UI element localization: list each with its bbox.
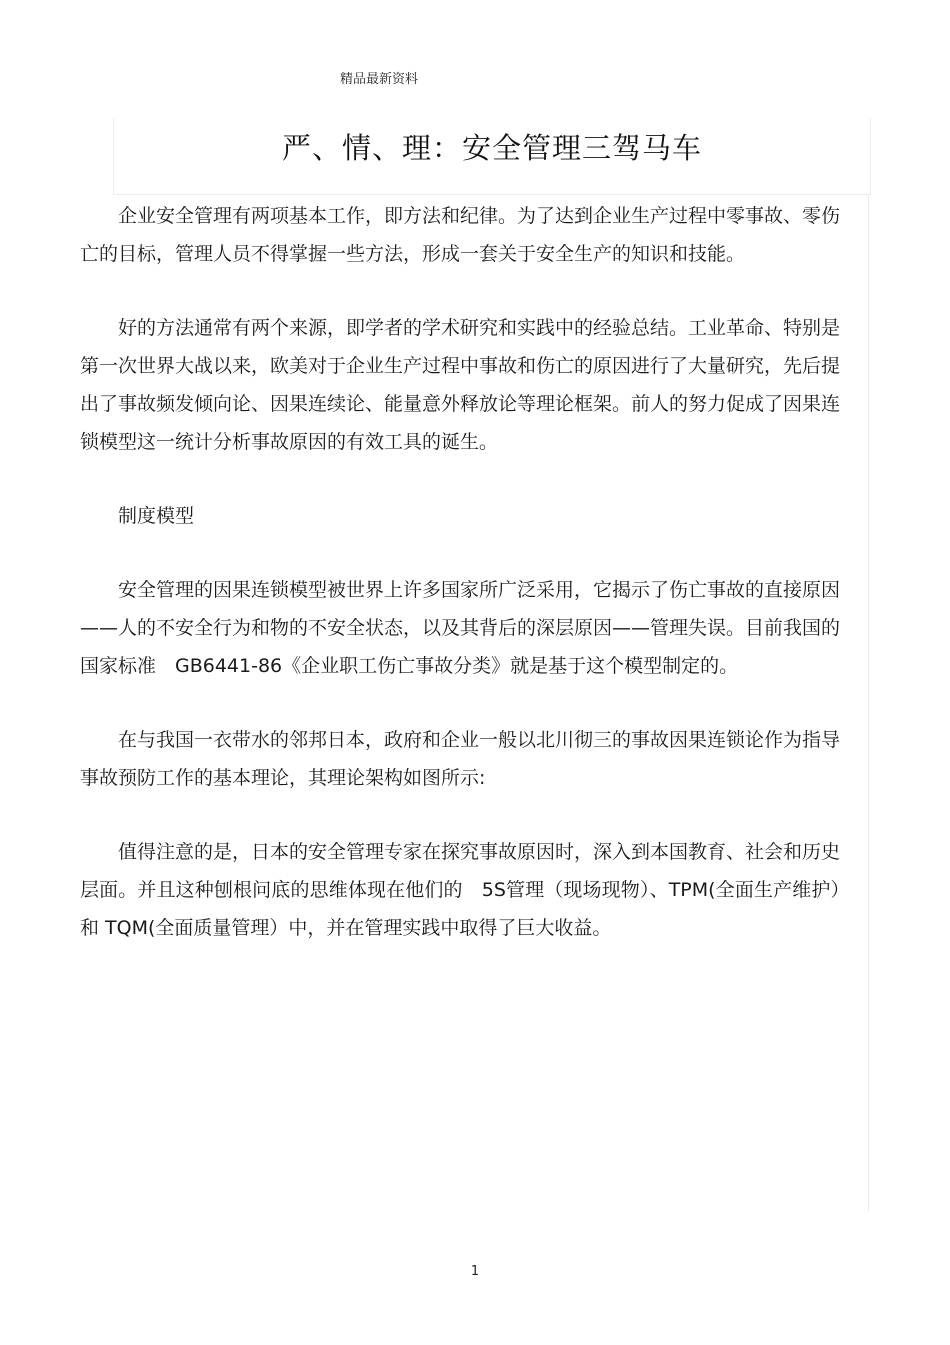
document-body (80, 197, 840, 947)
document-title: 严、情、理：安全管理三驾马车 (281, 131, 702, 165)
paragraph-gap (80, 461, 840, 497)
paragraph-gap (80, 535, 840, 571)
paragraph-1: 企业安全管理有两项基本工作，即方法和纪律。为了达到企业生产过程中零事故、零伤亡的目标，管理人员不得掌握一些方法，形成一套关于安全生产的知识和技能。 (80, 205, 841, 265)
title-box (113, 118, 871, 195)
paragraph-3: 安全管理的因果连锁模型被世界上许多国家所广泛采用，它揭示了伤亡事故的直接原因——人的不安全行为和物的不安全状态，以及其背后的深层原因——管理失误。目前我国的国家标准 GB6441-86《企业职工伤亡事故分类》就是基于这个模型制定的。 (80, 579, 841, 677)
paragraph-5: 值得注意的是，日本的安全管理专家在探究事故原因时，深入到本国教育、社会和历史层面。并且这种刨根问底的思维体现在他们的 5S管理（现场现物）、TPM(全面生产维护）和 TQM(全面质量管理）中，并在管理实践中取得了巨大收益。 (80, 841, 841, 939)
paragraph-gap (80, 273, 840, 309)
section-heading: 制度模型 (118, 505, 195, 527)
page-border-right (868, 194, 869, 1212)
paragraph-4: 在与我国一衣带水的邻邦日本，政府和企业一般以北川彻三的事故因果连锁论作为指导事故预防工作的基本理论，其理论架构如图所示: (80, 729, 841, 789)
page-number: 1 (470, 1264, 480, 1279)
paragraph-2: 好的方法通常有两个来源，即学者的学术研究和实践中的经验总结。工业革命、特别是第一次世界大战以来，欧美对于企业生产过程中事故和伤亡的原因进行了大量研究，先后提出了事故频发倾向论、因果连续论、能量意外释放论等理论框架。前人的努力促成了因果连锁模型这一统计分析事故原因的有效工具的诞生。 (80, 317, 841, 453)
paragraph-gap (80, 797, 840, 833)
header-note: 精品最新资料 (340, 72, 419, 87)
paragraph-gap (80, 685, 840, 721)
